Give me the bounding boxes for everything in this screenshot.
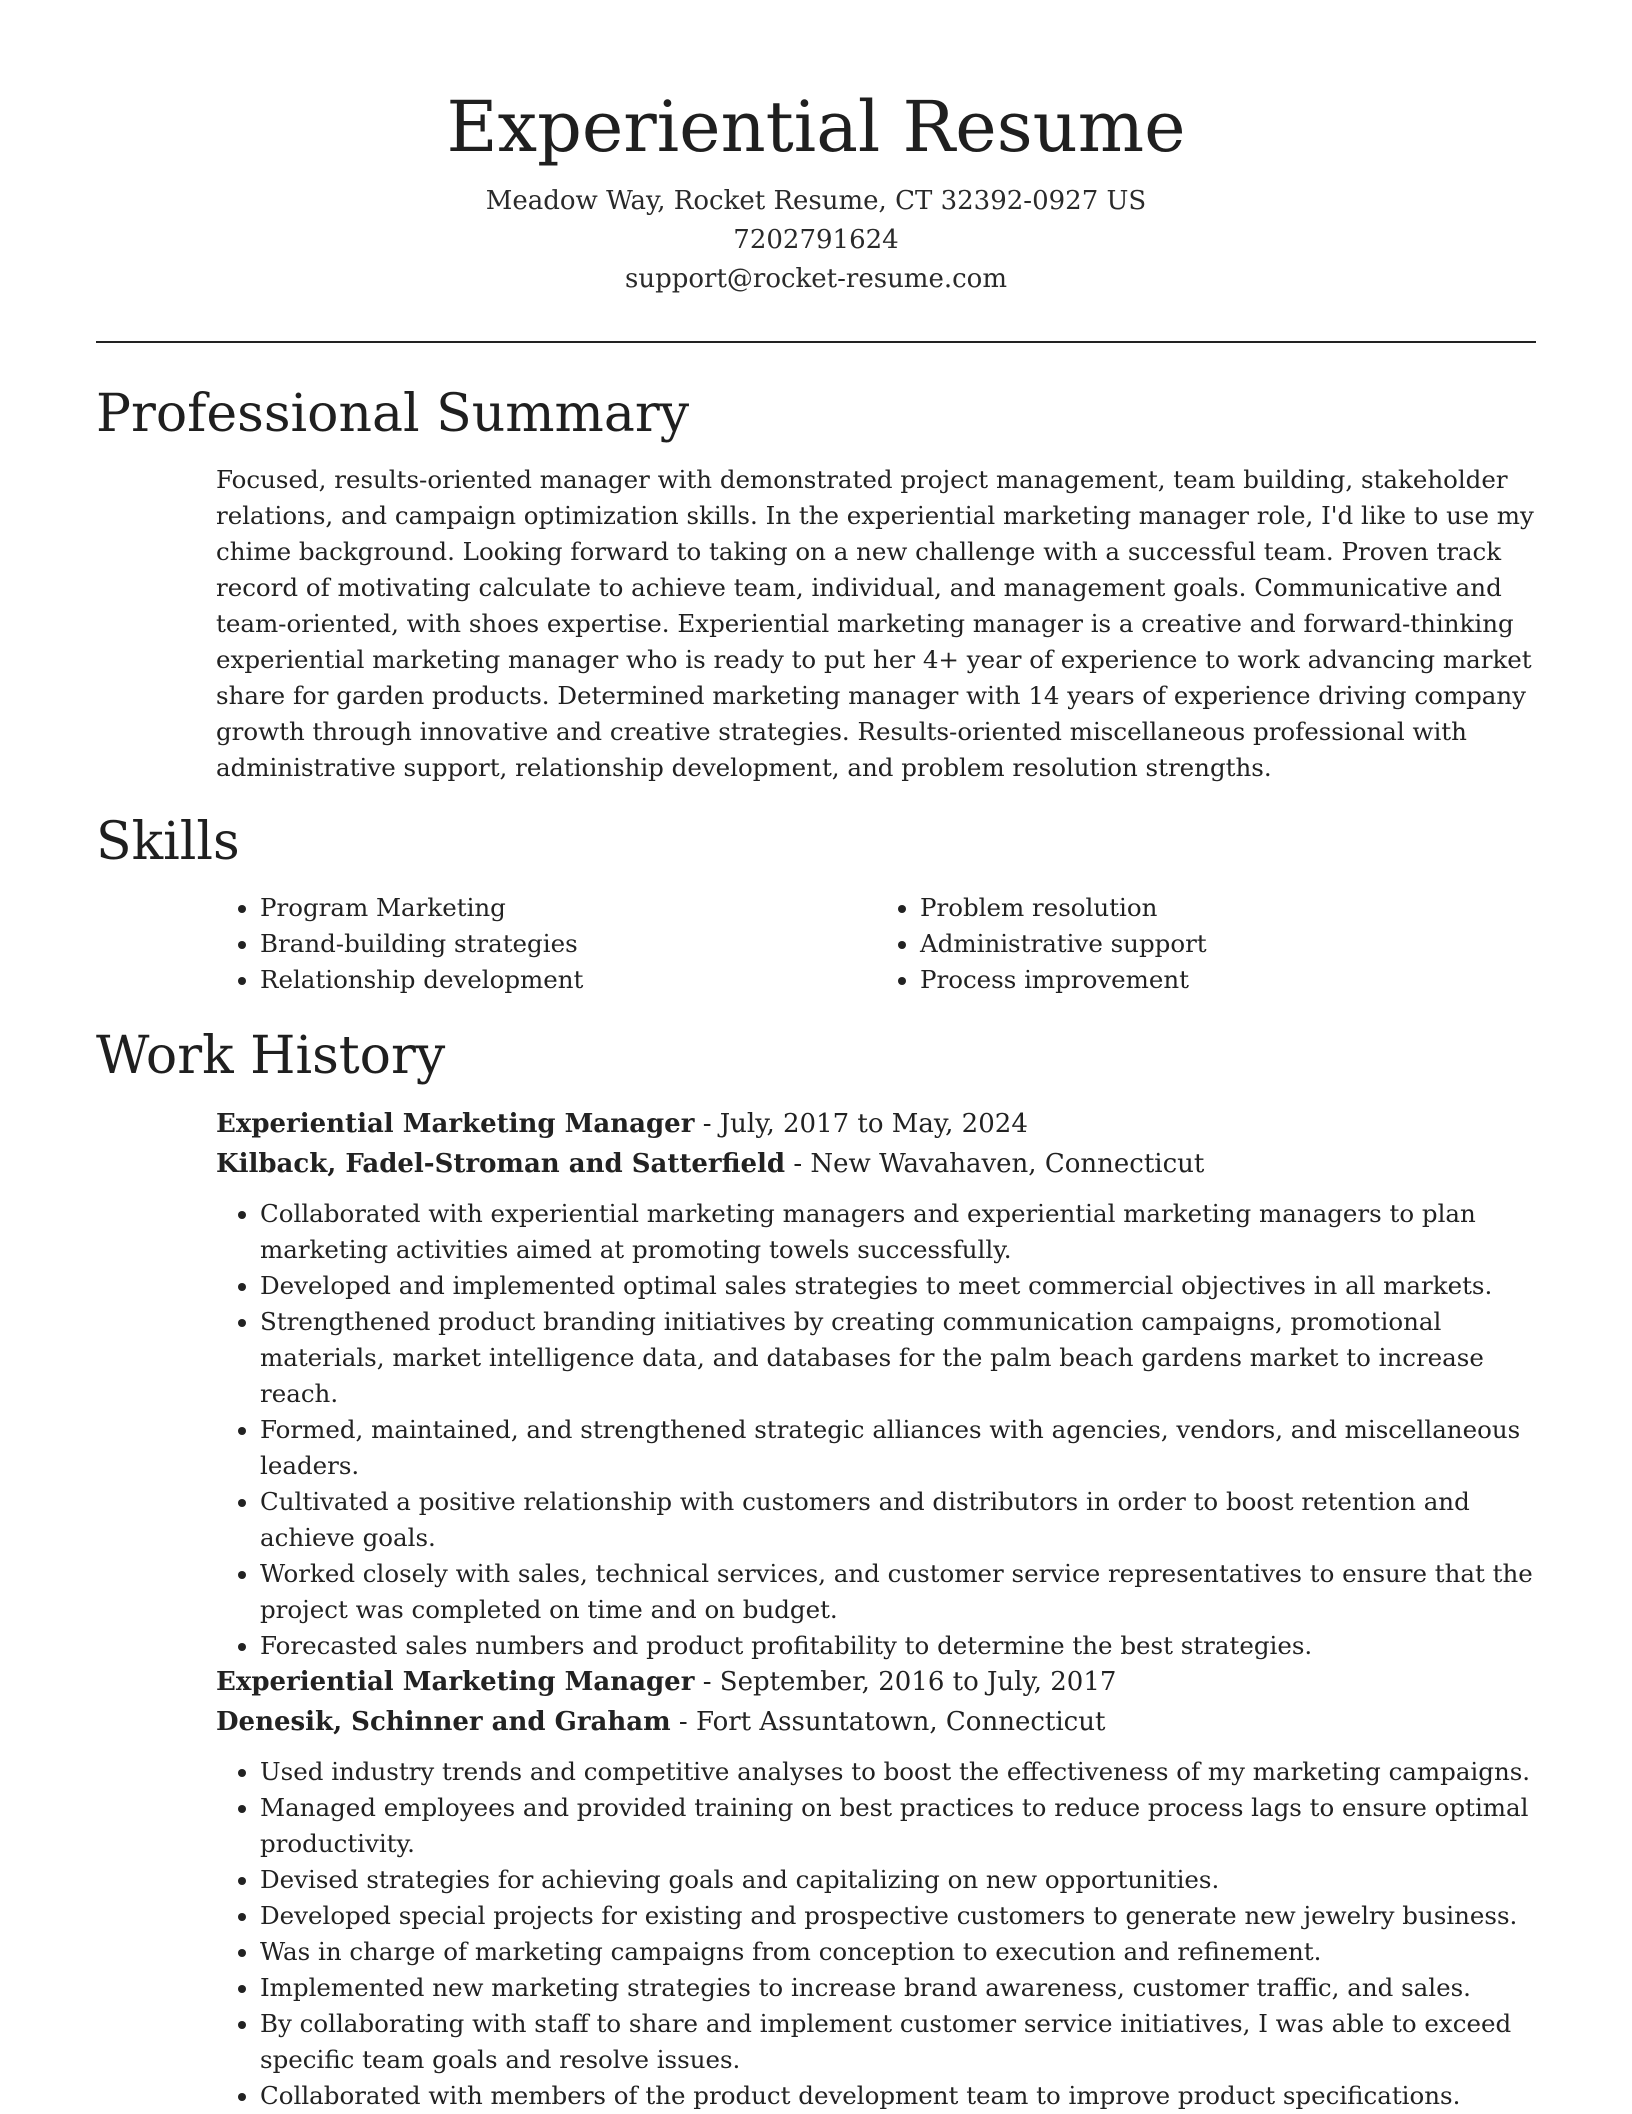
candidate-name: Experiential Resume bbox=[446, 86, 1186, 168]
company-line bbox=[216, 1702, 1536, 1742]
job-title-line bbox=[216, 1662, 1536, 1702]
job-title-line bbox=[216, 1104, 1536, 1144]
skill-item: • Administrative support bbox=[920, 926, 1536, 962]
address: Meadow Way, Rocket Resume, CT 32392-0927 US bbox=[485, 186, 1147, 216]
resume-header bbox=[0, 0, 1632, 299]
skills-column-right bbox=[876, 890, 1536, 998]
list-item: • Formed, maintained, and strengthened strategic alliances with agencies, vendors, and miscellaneous leaders. bbox=[260, 1412, 1536, 1484]
list-item: • Strengthened product branding initiatives by creating communication campaigns, promotional materials, market intelligence data, and databases for the palm beach gardens market to increase reach. bbox=[260, 1304, 1536, 1412]
header-divider bbox=[96, 341, 1536, 343]
company-line bbox=[216, 1144, 1536, 1184]
skill-item: • Process improvement bbox=[920, 962, 1536, 998]
list-item: • Developed and implemented optimal sales strategies to meet commercial objectives in all markets. bbox=[260, 1268, 1536, 1304]
company-name: Kilback, Fadel-Stroman and Satterfield bbox=[216, 1149, 786, 1179]
list-item: • Cultivated a positive relationship with customers and distributors in order to boost retention and achieve goals. bbox=[260, 1484, 1536, 1556]
summary-text: Focused, results-oriented manager with demonstrated project management, team building, stakeholder relations, and campaign optimization skills. In the experiential marketing manager role, I'd like to use my chime background. Looking forward to taking on a new challenge with a successful team. Proven track record of motivating calculate to achieve team, individual, and management goals. Communicative and team-oriented, with shoes expertise. Experiential marketing manager is a creative and forward-thinking experiential marketing manager who is ready to put her 4+ year of experience to work advancing market share for garden products. Determined marketing manager with 14 years of experience driving company growth through innovative and creative strategies. Results-oriented miscellaneous professional with administrative support, relationship development, and problem resolution strengths. bbox=[216, 465, 1534, 782]
job-bullets bbox=[216, 1754, 1536, 2114]
summary-heading: Professional Summary bbox=[96, 384, 690, 444]
list-item: • Developed special projects for existing and prospective customers to generate new jewelry business. bbox=[260, 1898, 1536, 1934]
phone: 7202791624 bbox=[733, 225, 899, 255]
list-item: • Collaborated with experiential marketing managers and experiential marketing managers to plan marketing activities aimed at promoting towels successfully. bbox=[260, 1196, 1536, 1268]
skills-column-left bbox=[216, 890, 876, 998]
list-item: • Was in charge of marketing campaigns from conception to execution and refinement. bbox=[260, 1934, 1536, 1970]
job-dates: - September, 2016 to July, 2017 bbox=[694, 1667, 1117, 1697]
list-item: • Forecasted sales numbers and product profitability to determine the best strategies. bbox=[260, 1628, 1536, 1664]
list-item: • By collaborating with staff to share and implement customer service initiatives, I was able to exceed specific team goals and resolve issues. bbox=[260, 2006, 1536, 2078]
job-entry bbox=[216, 1104, 1536, 1664]
skill-item: • Relationship development bbox=[260, 962, 876, 998]
job-entry bbox=[216, 1662, 1536, 2114]
skill-item: • Program Marketing bbox=[260, 890, 876, 926]
job-location: - New Wavahaven, Connecticut bbox=[785, 1149, 1205, 1179]
job-location: - Fort Assuntatown, Connecticut bbox=[670, 1707, 1106, 1737]
skill-item: • Problem resolution bbox=[920, 890, 1536, 926]
job-dates: - July, 2017 to May, 2024 bbox=[694, 1109, 1028, 1139]
job-title: Experiential Marketing Manager bbox=[216, 1109, 695, 1139]
job-bullets bbox=[216, 1196, 1536, 1664]
list-item: • Used industry trends and competitive analyses to boost the effectiveness of my marketing campaigns. bbox=[260, 1754, 1536, 1790]
list-item: • Devised strategies for achieving goals and capitalizing on new opportunities. bbox=[260, 1862, 1536, 1898]
company-name: Denesik, Schinner and Graham bbox=[216, 1707, 671, 1737]
skills-heading: Skills bbox=[96, 812, 240, 872]
list-item: • Collaborated with members of the product development team to improve product specifications. bbox=[260, 2078, 1536, 2114]
list-item: • Implemented new marketing strategies to increase brand awareness, customer traffic, and sales. bbox=[260, 1970, 1536, 2006]
job-title: Experiential Marketing Manager bbox=[216, 1667, 695, 1697]
work-history-heading: Work History bbox=[96, 1026, 446, 1086]
list-item: • Worked closely with sales, technical services, and customer service representatives to ensure that the project was completed on time and on budget. bbox=[260, 1556, 1536, 1628]
email: support@rocket-resume.com bbox=[624, 264, 1007, 294]
list-item: • Managed employees and provided training on best practices to reduce process lags to ensure optimal productivity. bbox=[260, 1790, 1536, 1862]
skills-list bbox=[216, 890, 1536, 998]
skill-item: • Brand-building strategies bbox=[260, 926, 876, 962]
